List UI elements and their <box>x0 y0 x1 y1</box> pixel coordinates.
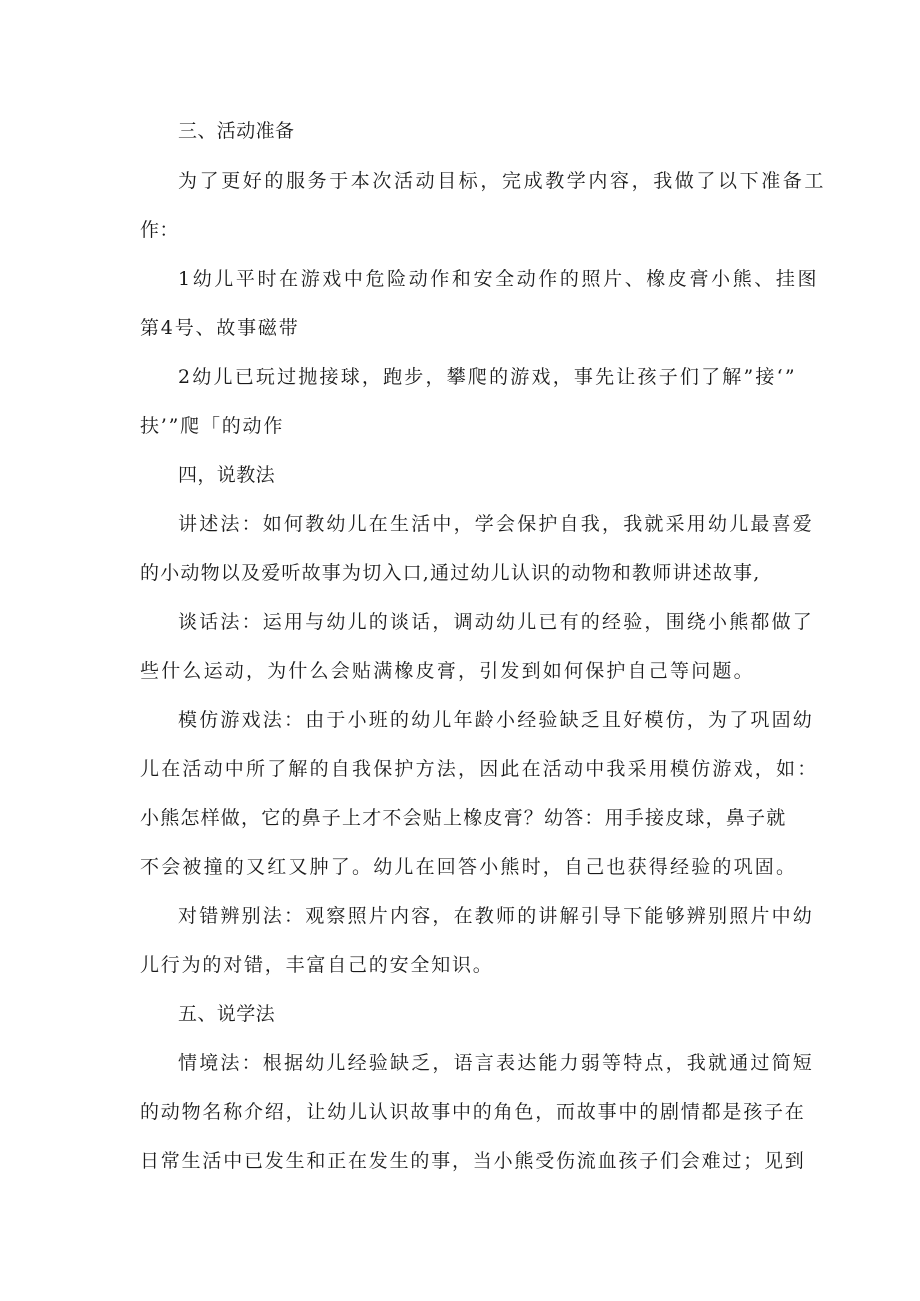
paragraph-line: 第4号、故事磁带 <box>140 317 300 339</box>
paragraph-line: 为了更好的服务于本次活动目标，完成教学内容，我做了以下准备工 <box>178 170 827 192</box>
paragraph-line: 儿在活动中所了解的自我保护方法，因此在活动中我采用模仿游戏，如： <box>140 758 819 780</box>
heading-learning-methods: 五、说学法 <box>178 1003 276 1025</box>
paragraph-line: 扶’”爬「的动作 <box>140 415 285 437</box>
paragraph-line: 讲述法：如何教幼儿在生活中，学会保护自我，我就采用幼儿最喜爱 <box>178 513 815 535</box>
paragraph-line: 儿行为的对错，丰富自己的安全知识。 <box>140 954 494 976</box>
paragraph-line: 的小动物以及爱听故事为切入口,通过幼儿认识的动物和教师讲述故事, <box>140 562 761 584</box>
paragraph-line: 些什么运动，为什么会贴满橡皮膏，引发到如何保护自己等问题。 <box>140 660 755 682</box>
paragraph-line: 模仿游戏法：由于小班的幼儿年龄小经验缺乏且好模仿，为了巩固幼 <box>178 709 815 731</box>
paragraph-line: 的动物名称介绍，让幼儿认识故事中的角色，而故事中的剧情都是孩子在 <box>140 1101 806 1123</box>
paragraph-line: 对错辨别法：观察照片内容，在教师的讲解引导下能够辨别照片中幼 <box>178 905 815 927</box>
paragraph-line: 日常生活中已发生和正在发生的事，当小熊受伤流血孩子们会难过；见到 <box>140 1150 806 1172</box>
paragraph-line: 情境法：根据幼儿经验缺乏，语言表达能力弱等特点，我就通过简短 <box>178 1052 815 1074</box>
heading-activity-preparation: 三、活动准备 <box>178 120 295 142</box>
paragraph-line: 作： <box>140 219 179 241</box>
paragraph-line: 1幼儿平时在游戏中危险动作和安全动作的照片、橡皮膏小熊、挂图 <box>178 268 820 290</box>
paragraph-line: 不会被撞的又红又肿了。幼儿在回答小熊时，自己也获得经验的巩固。 <box>140 856 798 878</box>
paragraph-line: 小熊怎样做，它的鼻子上才不会贴上橡皮膏？幼答：用手接皮球，鼻子就 <box>140 807 787 829</box>
paragraph-line: 谈话法：运用与幼儿的谈话，调动幼儿已有的经验，围绕小熊都做了 <box>178 611 815 633</box>
paragraph-line: 2幼儿已玩过抛接球，跑步，攀爬的游戏，事先让孩子们了解”接‘” <box>178 366 797 388</box>
heading-teaching-methods: 四，说教法 <box>178 464 276 486</box>
